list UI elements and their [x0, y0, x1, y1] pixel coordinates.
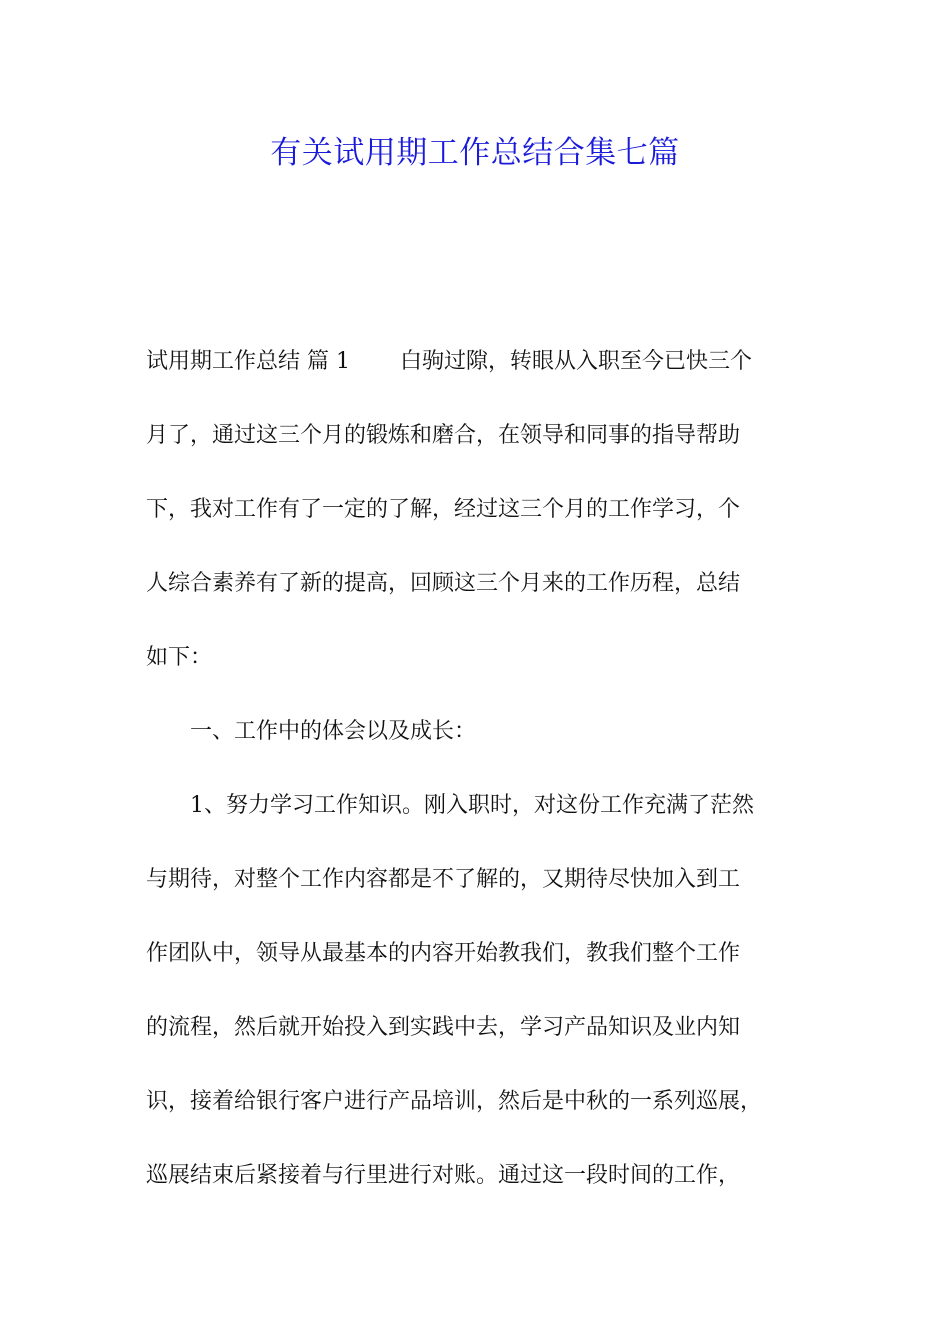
paragraph-line: 与期待，对整个工作内容都是不了解的，又期待尽快加入到工 [146, 867, 741, 892]
paragraph-line: 月了，通过这三个月的锻炼和磨合，在领导和同事的指导帮助 [146, 423, 741, 448]
paragraph-line [146, 340, 812, 414]
document-title: 有关试用期工作总结合集七篇 [270, 135, 680, 171]
paragraph-line: 1、努力学习工作知识。刚入职时，对这份工作充满了茫然 [190, 793, 754, 818]
paragraph-line: 人综合素养有了新的提高，回顾这三个月来的工作历程，总结 [146, 571, 741, 596]
paragraph-line: 下，我对工作有了一定的了解，经过这三个月的工作学习，个 [146, 497, 741, 522]
paragraph-line: 识，接着给银行客户进行产品培训，然后是中秋的一系列巡展， [146, 1089, 763, 1114]
paragraph-text: 白驹过隙，转眼从入职至今已快三个 [399, 349, 752, 374]
subheading-line: 一、工作中的体会以及成长： [190, 719, 477, 744]
document-body [146, 340, 812, 1228]
paragraph-line: 如下： [146, 645, 213, 670]
paragraph-line: 巡展结束后紧接着与行里进行对账。通过这一段时间的工作， [146, 1163, 741, 1188]
paragraph-line: 的流程，然后就开始投入到实践中去，学习产品知识及业内知 [146, 1015, 741, 1040]
paragraph-line: 作团队中，领导从最基本的内容开始教我们，教我们整个工作 [146, 941, 741, 966]
section-heading: 试用期工作总结 篇 1 [146, 349, 350, 374]
